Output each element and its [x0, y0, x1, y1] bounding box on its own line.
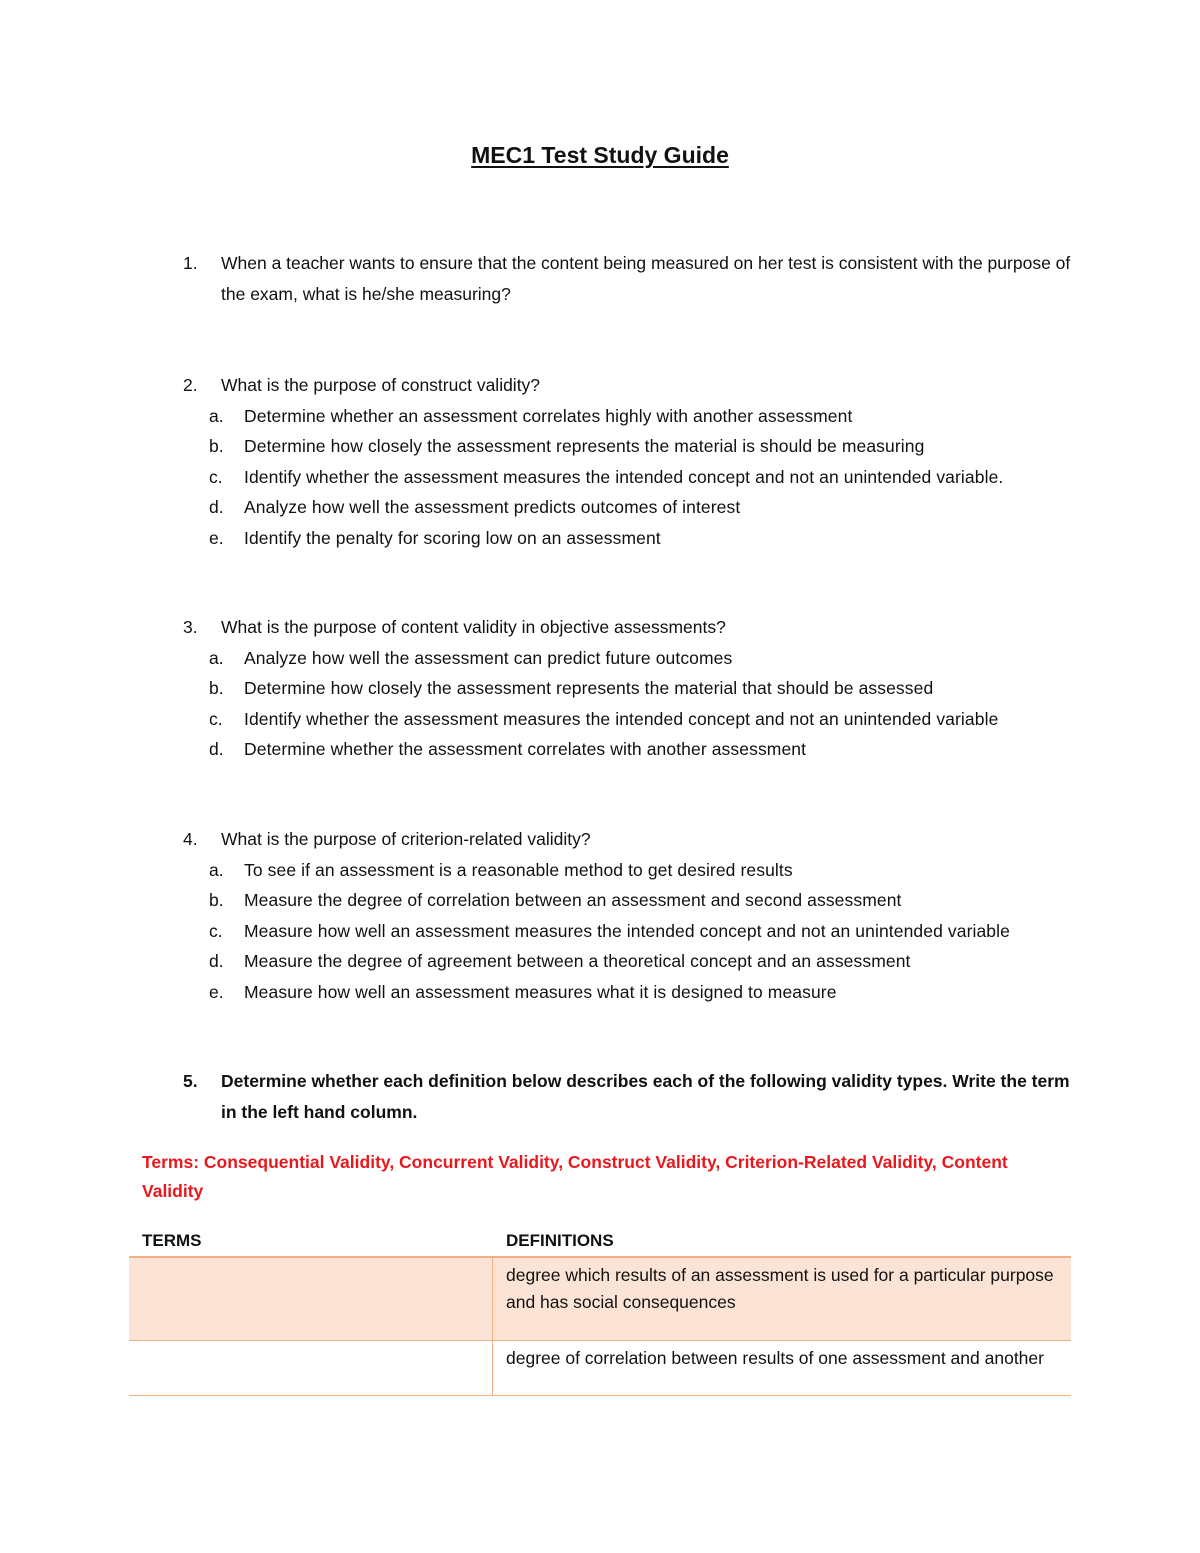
terms-definitions-table	[129, 1226, 1071, 1396]
option-letter: d.	[209, 497, 224, 517]
definition-cell: degree of correlation between results of one assessment and another	[506, 1348, 1044, 1368]
answer-option	[183, 885, 1083, 916]
question-number: 1.	[183, 253, 198, 273]
question-2	[183, 370, 1083, 553]
option-text: Measure how well an assessment measures the intended concept and not an unintended variable	[244, 920, 1010, 941]
answer-option	[183, 523, 1083, 554]
answer-option	[183, 946, 1083, 977]
option-letter: c.	[209, 466, 223, 487]
question-number: 5.	[183, 1071, 198, 1091]
definition-cell: degree which results of an assessment is used for a particular purpose and has social consequences	[493, 1258, 1071, 1340]
answer-option	[183, 916, 1083, 947]
option-text: Measure the degree of correlation between an assessment and second assessment	[244, 890, 902, 910]
option-letter: d.	[209, 951, 224, 971]
table-row	[129, 1341, 1071, 1396]
option-text: Analyze how well the assessment can predict future outcomes	[244, 647, 733, 668]
question-1	[183, 248, 1083, 309]
answer-option	[183, 643, 1083, 674]
question-3	[183, 612, 1083, 765]
answer-option	[183, 431, 1083, 462]
question-number: 2.	[183, 375, 198, 395]
option-text: Identify whether the assessment measures the intended concept and not an unintended variable.	[244, 466, 1004, 487]
option-text: Determine how closely the assessment represents the material is should be measuring	[244, 436, 925, 456]
option-letter: e.	[209, 981, 224, 1002]
option-text: Determine how closely the assessment represents the material that should be assessed	[244, 678, 934, 698]
answer-option	[183, 855, 1083, 886]
column-header-definitions: DEFINITIONS	[506, 1231, 614, 1250]
option-letter: b.	[209, 890, 224, 910]
option-text: Measure the degree of agreement between a theoretical concept and an assessment	[244, 951, 911, 971]
option-text: Identify the penalty for scoring low on an assessment	[244, 527, 661, 548]
terms-list: Terms: Consequential Validity, Concurrent Validity, Construct Validity, Criterion-Related Validity, Content Validity	[142, 1152, 1008, 1201]
option-letter: b.	[209, 678, 224, 698]
answer-option	[183, 734, 1083, 765]
option-letter: a.	[209, 405, 224, 426]
option-text: To see if an assessment is a reasonable method to get desired results	[244, 859, 793, 880]
option-text: Analyze how well the assessment predicts outcomes of interest	[244, 497, 741, 517]
option-letter: a.	[209, 859, 224, 880]
answer-option	[183, 492, 1083, 523]
answer-option	[183, 704, 1083, 735]
term-answer-cell[interactable]	[129, 1258, 493, 1340]
question-text: When a teacher wants to ensure that the content being measured on her test is consistent with the purpose of the exam, what is he/she measuring?	[221, 253, 1071, 304]
answer-option	[183, 673, 1083, 704]
question-5	[183, 1066, 1083, 1127]
question-text: What is the purpose of criterion-related validity?	[221, 829, 591, 849]
table-header	[129, 1226, 1071, 1258]
question-number: 3.	[183, 617, 198, 637]
question-number: 4.	[183, 829, 198, 849]
option-letter: a.	[209, 647, 224, 668]
option-text: Determine whether the assessment correlates with another assessment	[244, 739, 807, 759]
question-text: What is the purpose of construct validity?	[221, 375, 541, 395]
option-text: Identify whether the assessment measures the intended concept and not an unintended variable	[244, 708, 999, 729]
answer-option	[183, 977, 1083, 1008]
question-text: What is the purpose of content validity in objective assessments?	[221, 617, 726, 637]
answer-option	[183, 462, 1083, 493]
table-row	[129, 1258, 1071, 1341]
column-header-terms: TERMS	[142, 1231, 202, 1250]
option-letter: c.	[209, 920, 223, 941]
page-title: MEC1 Test Study Guide	[471, 142, 729, 168]
option-letter: e.	[209, 527, 224, 548]
option-letter: c.	[209, 708, 223, 729]
option-letter: d.	[209, 739, 224, 759]
question-4	[183, 824, 1083, 1007]
option-text: Measure how well an assessment measures what it is designed to measure	[244, 981, 837, 1002]
option-letter: b.	[209, 436, 224, 456]
answer-option	[183, 401, 1083, 432]
option-text: Determine whether an assessment correlates highly with another assessment	[244, 405, 853, 426]
question-text: Determine whether each definition below describes each of the following validity types. Write the term in the left hand column.	[221, 1071, 1070, 1122]
term-answer-cell[interactable]	[129, 1341, 493, 1395]
